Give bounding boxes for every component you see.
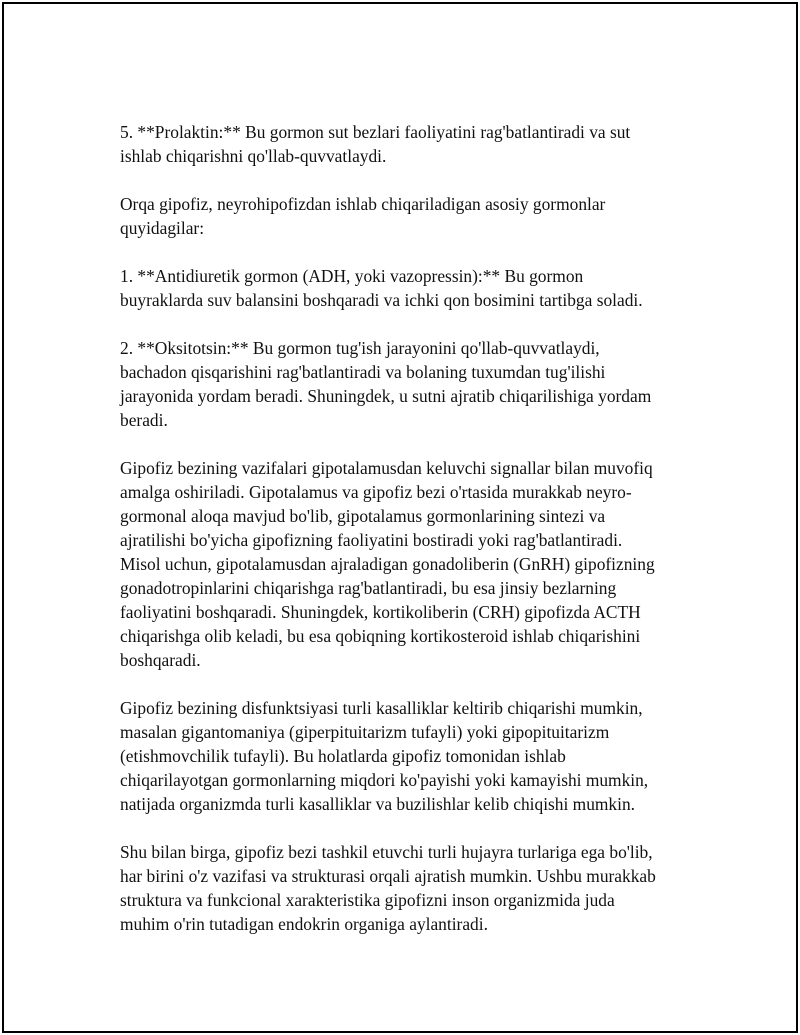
paragraph-oksitotsin: 2. **Oksitotsin:** Bu gormon tug'ish jarayonini qo'llab-quvvatlaydi, bachadon qisqarishini rag'batlantiradi va bolaning tuxumdan tug'ilishi jarayonida yordam beradi. Shuningdek, u sutni ajratib chiqarilishiga yordam beradi. <box>120 338 652 430</box>
paragraph-antidiuretik: 1. **Antidiuretik gormon (ADH, yoki vazopressin):** Bu gormon buyraklarda suv balansini boshqaradi va ichki qon bosimini tartibga soladi. <box>120 266 643 310</box>
paragraph-disfunktsiya: Gipofiz bezining disfunktsiyasi turli kasalliklar keltirib chiqarishi mumkin, masalan gigantomaniya (giperpituitarizm tufayli) yoki gipopituitarizm (etishmovchilik tufayli). Bu holatlarda gipofiz tomonidan ishlab chiqarilayotgan gormonlarning miqdori ko'payishi yoki kamayishi mumkin, natijada organizmda turli kasalliklar va buzilishlar kelib chiqishi mumkin. <box>120 698 649 814</box>
paragraph-hujayra: Shu bilan birga, gipofiz bezi tashkil etuvchi turli hujayra turlariga ega bo'lib, har birini o'z vazifasi va strukturasi orqali ajratish mumkin. Ushbu murakkab struktura va funkcional xarakteristika gipofizni inson organizmida juda muhim o'rin tutadigan endokrin organiga aylantiradi. <box>120 842 656 934</box>
paragraph-prolaktin: 5. **Prolaktin:** Bu gormon sut bezlari faoliyatini rag'batlantiradi va sut ishlab chiqarishni qo'llab-quvvatlaydi. <box>120 122 631 166</box>
document-body <box>120 120 705 936</box>
paragraph-gipotalamus: Gipofiz bezining vazifalari gipotalamusdan keluvchi signallar bilan muvofiq amalga oshiriladi. Gipotalamus va gipofiz bezi o'rtasida murakkab neyro- gormonal aloqa mavjud bo'lib, gipotalamus gormonlarining sintezi va ajratilishi bo'yicha gipofizning faoliyatini bostiradi yoki rag'batlantiradi. Misol uchun, gipotalamusdan ajraladigan gonadoliberin (GnRH) gipofizning gonadotropinlarini chiqarishga rag'batlantiradi, bu esa jinsiy bezlarning faoliyatini boshqaradi. Shuningdek, kortikoliberin (CRH) gipofizda ACTH chiqarishga olib keladi, bu esa qobiqning kortikosteroid ishlab chiqarishini boshqaradi. <box>120 458 655 670</box>
paragraph-orqa-gipofiz: Orqa gipofiz, neyrohipofizdan ishlab chiqariladigan asosiy gormonlar quyidagilar: <box>120 194 606 238</box>
page-frame <box>2 2 798 1033</box>
